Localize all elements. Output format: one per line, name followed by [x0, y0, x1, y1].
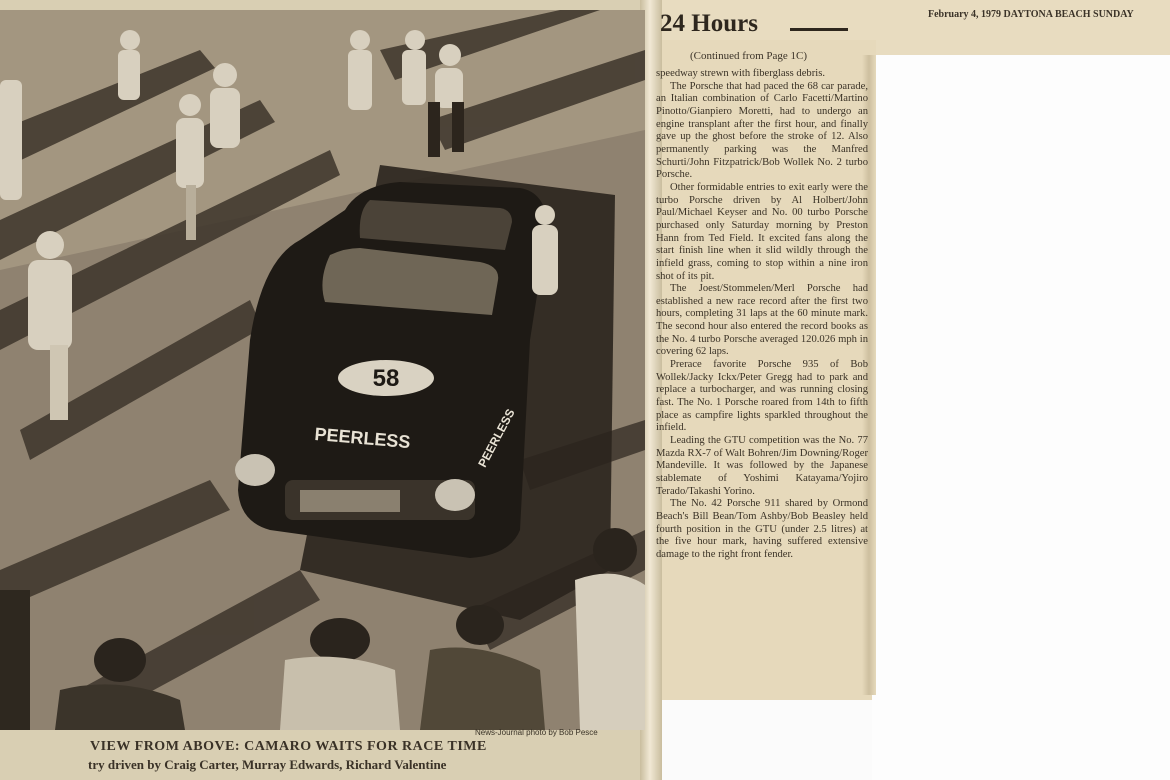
page-masthead: February 4, 1979 DAYTONA BEACH SUNDAY — [928, 9, 1134, 20]
race-photo-illustration — [0, 10, 645, 730]
car-hood-sponsor: PEERLESS — [313, 423, 412, 453]
car-door-sponsor: PEERLESS — [475, 406, 518, 470]
photo-caption-headline: VIEW FROM ABOVE: CAMARO WAITS FOR RACE TIME — [90, 739, 487, 754]
continued-line: (Continued from Page 1C) — [690, 50, 808, 62]
blank-background — [872, 55, 1170, 780]
car-number: 58 — [372, 365, 400, 392]
article-paragraph: The Joest/Stommelen/Merl Porsche had established a new race record after the first two hours, completing 31 laps at the 60 minute mark. The second hour also entered the record books as the No. 4 turbo Porsche averaged 120.026 mph in covering 62 laps. — [656, 283, 868, 358]
race-photo — [0, 10, 645, 730]
article-paragraph: The No. 42 Porsche 911 shared by Ormond Beach's Bill Bean/Tom Ashby/Bob Beasley held fourth position in the GTU (under 2.5 litres) at the five hour mark, having suffered extensive damage to the right front fender. — [656, 498, 868, 560]
headline-dash — [790, 28, 848, 31]
article-paragraph: Other formidable entries to exit early were the turbo Porsche driven by Al Holbert/John Paul/Michael Keyser and No. 00 turbo Porsche purchased only Saturday morning by Preston Hann from Ted Field. It excited fans along the start finish line when it slid wildly through the infield grass, coming to stop within a nine iron shot of its pit. — [656, 181, 868, 282]
article-paragraph: The Porsche that had paced the 68 car parade, an Italian combination of Carlo Facetti/Martino Pinotto/Gianpiero Moretti, had to undergo an engine transplant after the first hour, and finally gave up the ghost before the stroke of 12. Also permanently parking was the Manfred Schurti/John Fitzpatrick/Bob Wollek No. 2 turbo Porsche. — [656, 80, 868, 181]
article-paragraph: speedway strewn with fiberglass debris. — [656, 68, 825, 79]
article-body — [656, 68, 868, 562]
article-paragraph: Prerace favorite Porsche 935 of Bob Wollek/Jacky Ickx/Peter Gregg had to park and replace a turbocharger, and was running closing fast. The No. 1 Porsche roared from 14th to fifth place as campfire lights sparkled throughout the infield. — [656, 359, 868, 434]
photo-credit: News-Journal photo by Bob Pesce — [475, 728, 598, 737]
article-paragraph: Leading the GTU competition was the No. 77 Mazda RX-7 of Walt Bohren/Jim Downing/Roger Mandeville. It was followed by the Japanese stablemate of Yoshimi Katayama/Yojiro Terado/Takashi Yorino. — [656, 435, 868, 497]
photo-caption-subline: try driven by Craig Carter, Murray Edwards, Richard Valentine — [88, 757, 447, 772]
article-headline: 24 Hours — [660, 10, 758, 37]
